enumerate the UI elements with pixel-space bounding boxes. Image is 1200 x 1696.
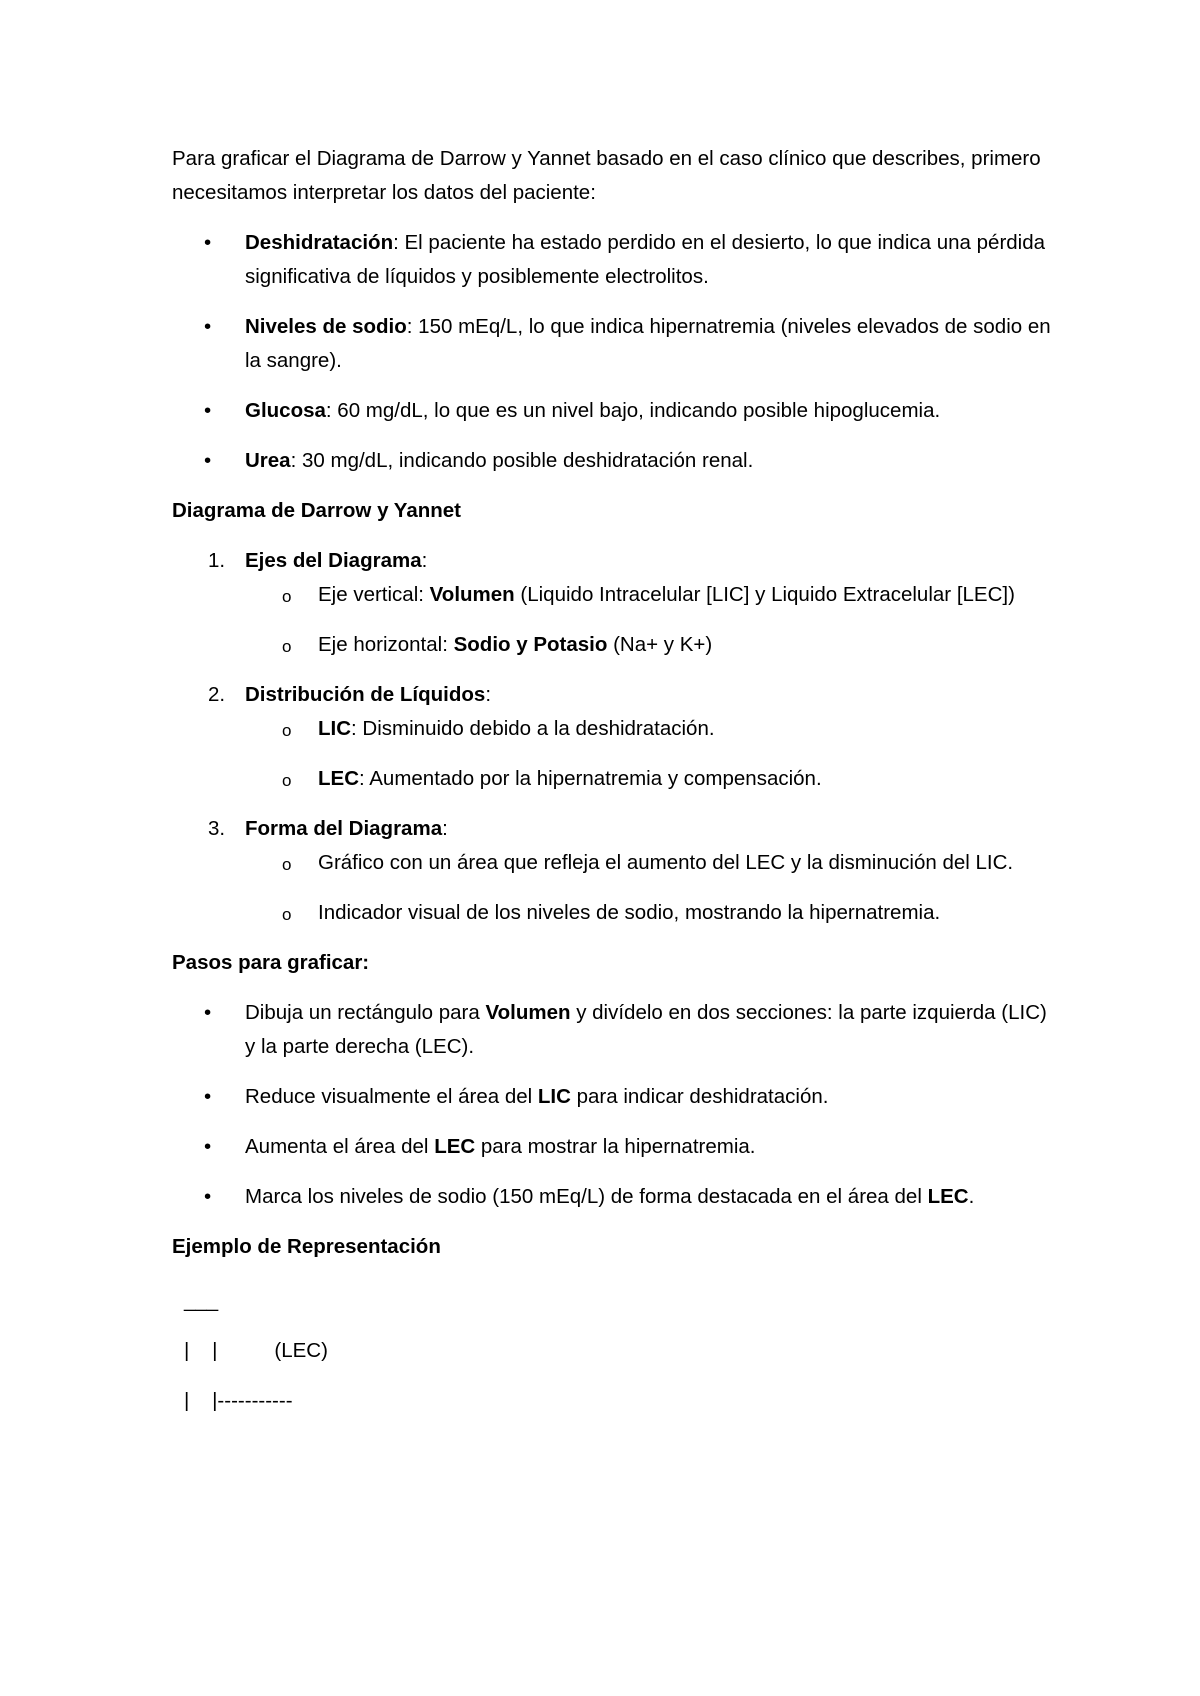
section-title: Ejes del Diagrama [245, 549, 422, 572]
item-text: (Liquido Intracelular [LIC] y Liquido Extracelular [LEC]) [514, 583, 1015, 606]
term: Glucosa [245, 399, 326, 422]
bullet-icon: • [204, 1085, 212, 1108]
separator: : [421, 549, 428, 572]
sub-item [172, 762, 1052, 796]
item-text: 150 mEq/L, lo que indica hipernatremia (niveles elevados de sodio en la sangre). [245, 315, 1051, 372]
item-text: Aumenta el área del [245, 1135, 435, 1158]
circle-bullet-icon: o [282, 587, 292, 606]
item-text: Marca los niveles de sodio (150 mEq/L) de forma destacada en el área del [245, 1185, 928, 1208]
list-item [172, 996, 1052, 1064]
section-number: 1. [208, 549, 226, 572]
steps-list [172, 996, 1052, 1214]
separator: : [325, 399, 332, 422]
sub-item [172, 578, 1052, 612]
circle-bullet-icon: o [282, 771, 292, 790]
item-bold: LIC [318, 717, 352, 740]
diagram-sections [172, 544, 1052, 930]
section-title: Forma del Diagrama [245, 817, 443, 840]
sub-item [172, 628, 1052, 662]
item-text: : Aumentado por la hipernatremia y compensación. [359, 767, 822, 790]
item-bold: Sodio y Potasio [453, 633, 608, 656]
sub-list [245, 578, 1052, 662]
item-bold: Volumen [485, 1001, 571, 1024]
item-text: Eje vertical: [318, 583, 430, 606]
item-text: : Disminuido debido a la deshidratación. [351, 717, 715, 740]
item-bold: LEC [927, 1185, 969, 1208]
bullet-icon: • [204, 449, 212, 472]
term: Urea [245, 449, 291, 472]
list-item [172, 310, 1052, 378]
item-text: 30 mg/dL, indicando posible deshidratación renal. [296, 449, 754, 472]
item-text: para indicar deshidratación. [570, 1085, 829, 1108]
item-text: 60 mg/dL, lo que es un nivel bajo, indicando posible hipoglucemia. [331, 399, 941, 422]
section-number: 3. [208, 817, 226, 840]
item-bold: LIC [537, 1085, 571, 1108]
item-text: Reduce visualmente el área del [245, 1085, 538, 1108]
list-item [172, 226, 1052, 294]
item-bold: LEC [434, 1135, 476, 1158]
item-text: El paciente ha estado perdido en el desierto, lo que indica una pérdida significativa de líquidos y posiblemente electrolitos. [245, 231, 1046, 288]
sub-list [245, 712, 1052, 796]
section-item [172, 812, 1052, 930]
separator: : [393, 231, 399, 254]
bullet-icon: • [204, 1135, 212, 1158]
section-item [172, 678, 1052, 796]
list-item [172, 1130, 1052, 1164]
list-item [172, 1180, 1052, 1214]
item-text: . [968, 1185, 975, 1208]
ascii-diagram-line: | |----------- [184, 1389, 293, 1412]
item-text: Eje horizontal: [318, 633, 454, 656]
separator: : [406, 315, 413, 338]
intro-paragraph: Para graficar el Diagrama de Darrow y Yannet basado en el caso clínico que describes, primero necesitamos interpretar los datos del paciente: [172, 147, 1041, 204]
list-item [172, 394, 1052, 428]
bullet-icon: • [204, 399, 212, 422]
heading-example: Ejemplo de Representación [172, 1235, 441, 1258]
item-text: (Na+ y K+) [607, 633, 713, 656]
sub-list [245, 846, 1052, 930]
term: Niveles de sodio [245, 315, 407, 338]
item-text: Dibuja un rectángulo para [245, 1001, 486, 1024]
section-number: 2. [208, 683, 226, 706]
item-text: y divídelo en dos secciones: la parte izquierda (LIC) y la parte derecha (LEC). [245, 1001, 1047, 1058]
list-item [172, 1080, 1052, 1114]
separator: : [485, 683, 492, 706]
bullet-icon: • [204, 1001, 212, 1024]
list-item [172, 444, 1052, 478]
patient-data-list [172, 226, 1052, 478]
heading-steps: Pasos para graficar: [172, 951, 370, 974]
sub-item [172, 712, 1052, 746]
circle-bullet-icon: o [282, 855, 292, 874]
sub-item [172, 846, 1052, 880]
circle-bullet-icon: o [282, 637, 292, 656]
item-text: Indicador visual de los niveles de sodio, mostrando la hipernatremia. [318, 901, 941, 924]
sub-item [172, 896, 1052, 930]
ascii-diagram-line: | | (LEC) [184, 1339, 328, 1362]
separator: : [290, 449, 297, 472]
document-body [172, 142, 1052, 1434]
term: Deshidratación [245, 231, 394, 254]
item-text: para mostrar la hipernatremia. [475, 1135, 756, 1158]
circle-bullet-icon: o [282, 721, 292, 740]
circle-bullet-icon: o [282, 905, 292, 924]
item-text: Gráfico con un área que refleja el aumento del LEC y la disminución del LIC. [318, 851, 1014, 874]
section-title: Distribución de Líquidos [245, 683, 486, 706]
bullet-icon: • [204, 315, 212, 338]
bullet-icon: • [204, 231, 212, 254]
separator: : [442, 817, 448, 840]
bullet-icon: • [204, 1185, 212, 1208]
item-bold: Volumen [429, 583, 515, 606]
heading-diagram: Diagrama de Darrow y Yannet [172, 499, 462, 522]
item-bold: LEC [318, 767, 359, 790]
section-item [172, 544, 1052, 662]
ascii-diagram-line: ___ [184, 1289, 219, 1312]
